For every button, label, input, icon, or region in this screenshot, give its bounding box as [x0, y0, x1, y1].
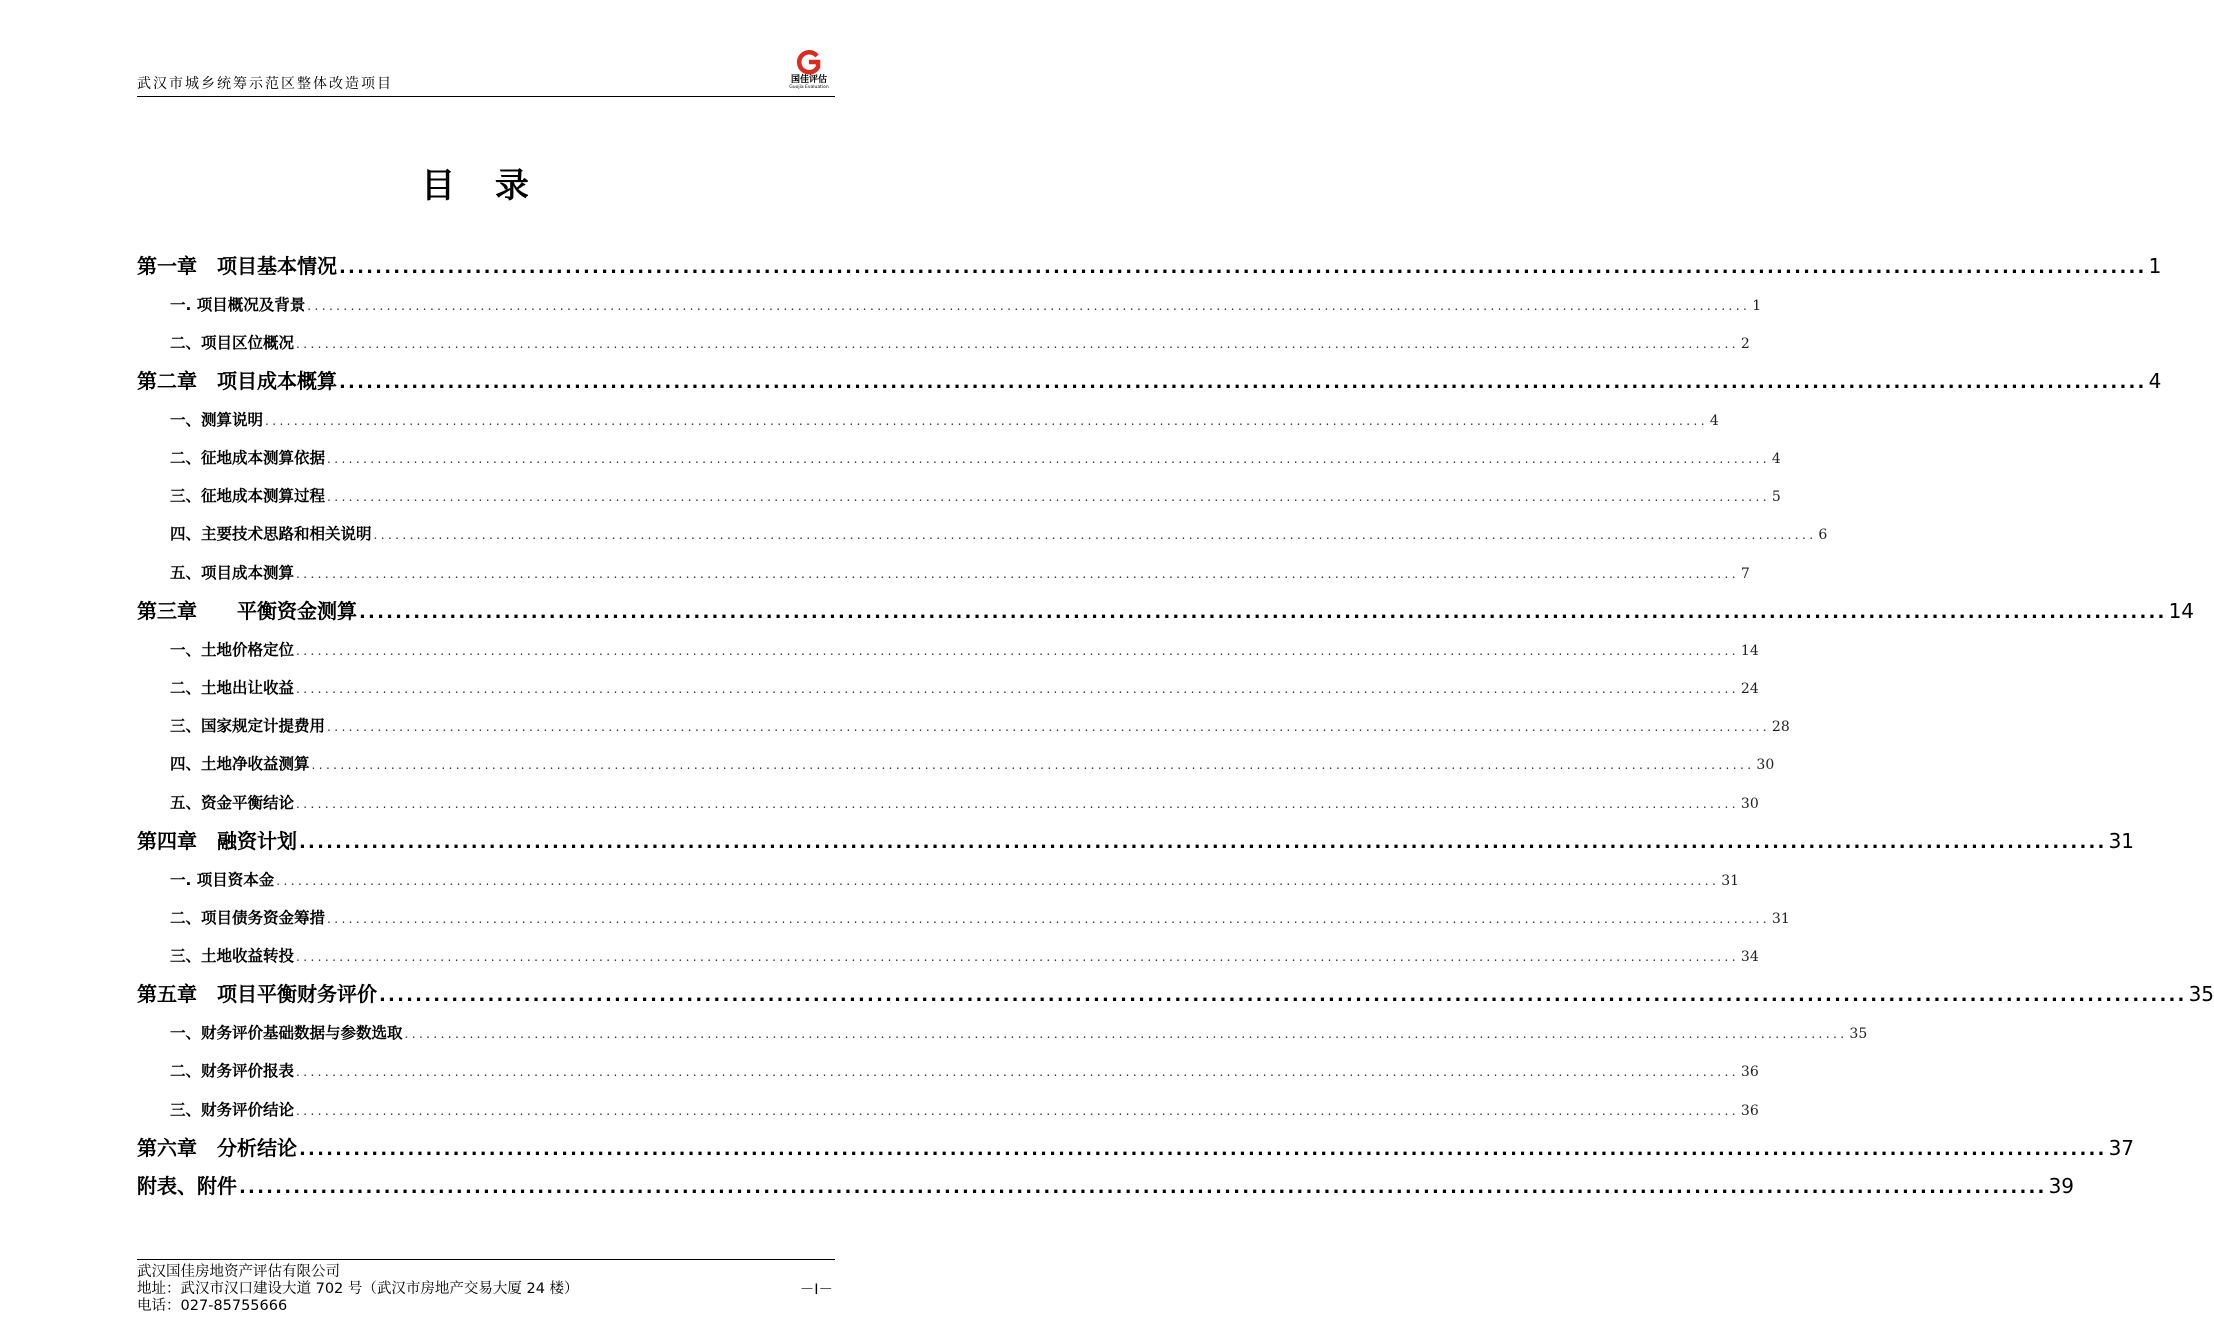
toc-section-entry[interactable] [137, 745, 1775, 783]
toc-entry-page-number: 4 [2148, 369, 2162, 394]
toc-dot-leader: ........................................................................................................................................................................................................ [339, 372, 2147, 394]
toc-entry-label: 一、财务评价基础数据与参数选取 [170, 1023, 403, 1042]
toc-entry-page-number: 35 [1849, 1025, 1868, 1042]
toc-dot-leader: ........................................................................................................................................................................................................ [327, 490, 1770, 505]
logo-text-en: Guojia Evaluation [789, 85, 829, 90]
toc-dot-leader: ........................................................................................................................................................................................................ [296, 681, 1739, 696]
toc-dot-leader: ........................................................................................................................................................................................................ [276, 873, 1720, 888]
toc-chapter-entry[interactable] [137, 362, 2162, 401]
toc-entry-page-number: 30 [1756, 757, 1775, 774]
toc-dot-leader: ........................................................................................................................................................................................................ [296, 1103, 1739, 1118]
toc-entry-label: 第三章 平衡资金测算 [137, 599, 357, 624]
toc-dot-leader: ........................................................................................................................................................................................................ [327, 451, 1770, 466]
toc-dot-leader: ........................................................................................................................................................................................................ [404, 1026, 1848, 1041]
toc-entry-label: 四、主要技术思路和相关说明 [170, 525, 372, 544]
toc-entry-label: 五、项目成本测算 [170, 563, 295, 582]
toc-section-entry[interactable] [137, 784, 1759, 822]
toc-entry-page-number: 39 [2048, 1174, 2075, 1199]
toc-dot-leader: ........................................................................................................................................................................................................ [296, 796, 1739, 811]
toc-entry-page-number: 28 [1771, 719, 1790, 736]
toc-chapter-entry[interactable] [137, 247, 2162, 286]
toc-entry-page-number: 34 [1740, 949, 1759, 966]
toc-dot-leader: ........................................................................................................................................................................................................ [296, 1065, 1739, 1080]
logo-g-icon [795, 50, 823, 74]
footer-page-number: －I－ [799, 1282, 833, 1298]
toc-entry-page-number: 2 [1740, 335, 1750, 352]
toc-entry-page-number: 6 [1818, 527, 1828, 544]
toc-entry-page-number: 14 [2168, 599, 2195, 624]
toc-dot-leader: ........................................................................................................................................................................................................ [339, 257, 2147, 278]
toc-entry-label: 二、征地成本测算依据 [170, 448, 326, 467]
toc-chapter-entry[interactable] [137, 975, 2214, 1014]
toc-section-entry[interactable] [137, 401, 1719, 439]
footer-address: 地址：武汉市汉口建设大道 702 号（武汉市房地产交易大厦 24 楼） [137, 1281, 579, 1297]
toc-chapter-entry[interactable] [137, 822, 2135, 861]
toc-entry-page-number: 35 [2188, 982, 2214, 1007]
toc-section-entry[interactable] [137, 439, 1781, 477]
toc-entry-label: 第四章 融资计划 [137, 829, 297, 854]
toc-entry-page-number: 1 [2148, 254, 2162, 278]
toc-dot-leader: ........................................................................................................................................................................................................ [296, 643, 1739, 658]
toc-dot-leader: ........................................................................................................................................................................................................ [299, 1138, 2107, 1160]
toc-dot-leader: ........................................................................................................................................................................................................ [359, 602, 2167, 624]
toc-dot-leader: ........................................................................................................................................................................................................ [296, 336, 1739, 351]
toc-entry-page-number: 36 [1740, 1064, 1759, 1081]
toc-entry-label: 一. 项目资本金 [170, 870, 275, 889]
toc-entry-page-number: 14 [1740, 642, 1759, 659]
toc-entry-label: 一. 项目概况及背景 [170, 295, 306, 314]
toc-entry-label: 三、国家规定计提费用 [170, 717, 326, 736]
toc-entry-label: 第五章 项目平衡财务评价 [137, 982, 377, 1007]
toc-entry-page-number: 5 [1771, 489, 1781, 506]
logo-text-cn: 国佳评估 [790, 75, 827, 85]
toc-entry-label: 二、项目区位概况 [170, 333, 295, 352]
toc-chapter-entry[interactable] [137, 1129, 2135, 1168]
page-footer [137, 1259, 835, 1315]
toc-section-entry[interactable] [137, 669, 1759, 707]
toc-section-entry[interactable] [137, 324, 1750, 362]
toc-dot-leader: ........................................................................................................................................................................................................ [265, 413, 1708, 428]
toc-entry-label: 第二章 项目成本概算 [137, 369, 337, 394]
toc-dot-leader: ........................................................................................................................................................................................................ [327, 911, 1770, 926]
toc-section-entry[interactable] [137, 1052, 1759, 1090]
toc-chapter-entry[interactable] [137, 1167, 2075, 1206]
toc-entry-label: 一、土地价格定位 [170, 640, 295, 659]
footer-company: 武汉国佳房地资产评估有限公司 [137, 1264, 340, 1280]
toc-dot-leader: ........................................................................................................................................................................................................ [299, 832, 2107, 854]
toc-entry-label: 第六章 分析结论 [137, 1135, 297, 1160]
toc-entry-label: 二、项目债务资金筹措 [170, 908, 326, 927]
toc-dot-leader: ........................................................................................................................................................................................................ [327, 720, 1770, 735]
toc-section-entry[interactable] [137, 286, 1762, 324]
toc-dot-leader: ........................................................................................................................................................................................................ [379, 985, 2187, 1007]
toc-entry-label: 第一章 项目基本情况 [137, 254, 337, 278]
toc-chapter-entry[interactable] [137, 592, 2195, 631]
company-logo [783, 50, 835, 94]
toc-section-entry[interactable] [137, 554, 1750, 592]
toc-section-entry[interactable] [137, 707, 1790, 745]
toc-section-entry[interactable] [137, 1014, 1868, 1052]
toc-entry-label: 四、土地净收益测算 [170, 755, 310, 774]
toc-entry-label: 二、财务评价报表 [170, 1062, 295, 1081]
toc-entry-page-number: 4 [1709, 412, 1719, 429]
toc-entry-page-number: 36 [1740, 1102, 1759, 1119]
toc-entry-page-number: 24 [1740, 680, 1759, 697]
toc-dot-leader: ........................................................................................................................................................................................................ [239, 1177, 2047, 1199]
toc-entry-page-number: 30 [1740, 795, 1759, 812]
toc-dot-leader: ........................................................................................................................................................................................................ [296, 566, 1739, 581]
toc-entry-page-number: 31 [2108, 829, 2135, 854]
toc-entry-label: 三、土地收益转投 [170, 947, 295, 966]
toc-section-entry[interactable] [137, 477, 1781, 515]
toc-section-entry[interactable] [137, 899, 1790, 937]
toc-dot-leader: ........................................................................................................................................................................................................ [311, 758, 1755, 773]
page-header [137, 62, 835, 97]
toc-entry-page-number: 31 [1721, 872, 1740, 889]
toc-entry-page-number: 31 [1771, 910, 1790, 927]
toc-entry-label: 二、土地出让收益 [170, 678, 295, 697]
footer-phone: 电话：027-85755666 [137, 1298, 288, 1314]
toc-section-entry[interactable] [137, 631, 1759, 669]
header-title: 武汉市城乡统筹示范区整体改造项目 [137, 76, 393, 92]
toc-section-entry[interactable] [137, 1091, 1759, 1129]
toc-entry-label: 附表、附件 [137, 1174, 237, 1199]
document-title: 目 录 [421, 166, 543, 206]
toc-entry-page-number: 37 [2108, 1135, 2135, 1160]
toc-entry-page-number: 7 [1740, 565, 1750, 582]
toc-dot-leader: ........................................................................................................................................................................................................ [307, 298, 1751, 313]
toc-entry-page-number: 1 [1752, 297, 1762, 314]
toc-entry-label: 一、测算说明 [170, 410, 264, 429]
toc-section-entry[interactable] [137, 515, 1828, 553]
table-of-contents [137, 247, 2214, 1206]
toc-entry-label: 三、财务评价结论 [170, 1100, 295, 1119]
toc-section-entry[interactable] [137, 861, 1740, 899]
toc-dot-leader: ........................................................................................................................................................................................................ [373, 528, 1817, 543]
toc-entry-label: 五、资金平衡结论 [170, 793, 295, 812]
toc-entry-page-number: 4 [1771, 450, 1781, 467]
toc-entry-label: 三、征地成本测算过程 [170, 487, 326, 506]
toc-section-entry[interactable] [137, 937, 1759, 975]
toc-dot-leader: ........................................................................................................................................................................................................ [296, 950, 1739, 965]
